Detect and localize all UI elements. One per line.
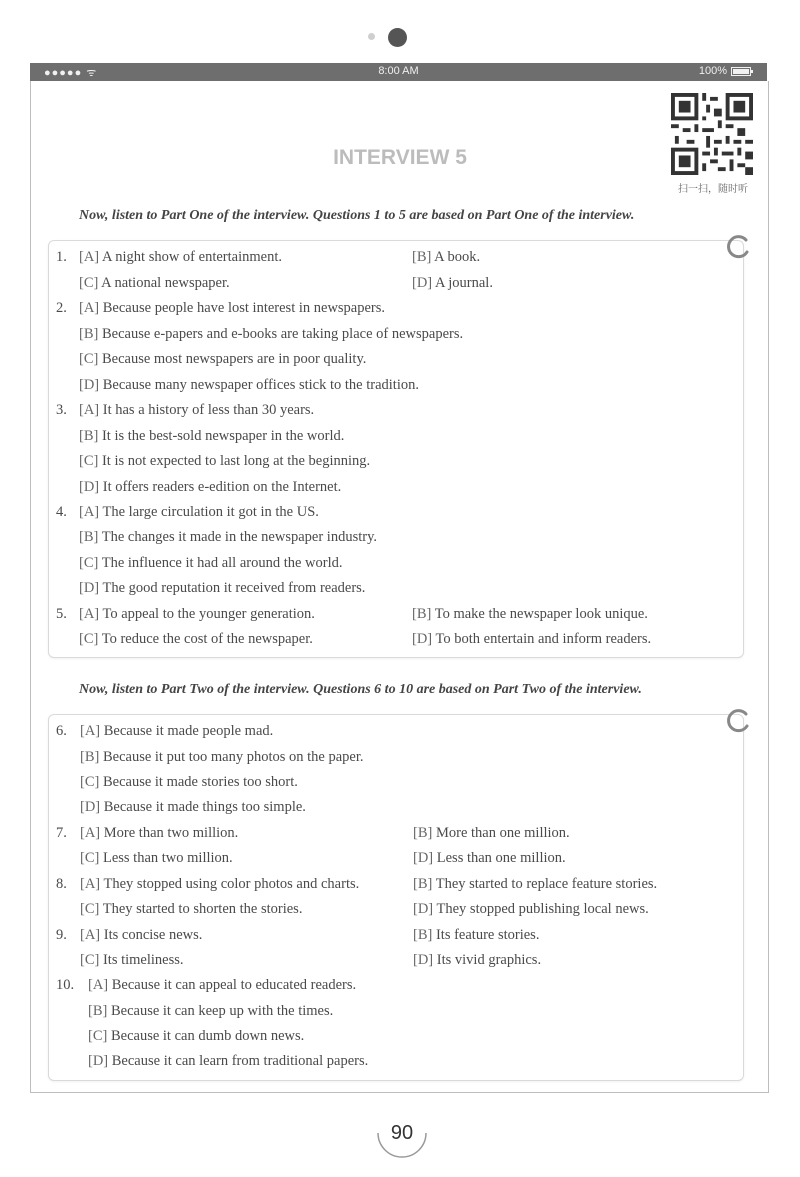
question-number: 6. [56, 723, 67, 739]
option-letter: [D] [79, 377, 100, 393]
option-letter: [C] [80, 952, 100, 968]
question-number: 10. [56, 977, 75, 993]
question-number: 3. [56, 402, 67, 418]
option-text: The large circulation it got in the US. [102, 504, 319, 520]
question-number: 1. [56, 249, 67, 265]
refresh-icon[interactable] [724, 706, 752, 734]
option-6b[interactable] [80, 749, 364, 766]
option-text: Its vivid graphics. [436, 952, 542, 968]
option-text: Its concise news. [103, 927, 203, 943]
option-text: Because people have lost interest in newspapers. [102, 300, 386, 316]
option-text: Because it put too many photos on the paper. [102, 749, 364, 765]
option-letter: [B] [412, 249, 432, 265]
option-text: They stopped using color photos and charts. [103, 876, 360, 892]
option-2c[interactable] [79, 351, 366, 368]
option-letter: [C] [79, 351, 99, 367]
question-number: 8. [56, 876, 67, 892]
option-text: Because it can learn from traditional papers. [111, 1053, 369, 1069]
option-letter: [D] [80, 799, 101, 815]
option-letter: [B] [88, 1003, 108, 1019]
option-text: To appeal to the younger generation. [102, 606, 315, 622]
option-letter: [D] [412, 275, 433, 291]
option-text: More than two million. [103, 825, 239, 841]
option-letter: [D] [79, 580, 100, 596]
battery-status [699, 65, 751, 77]
question-number: 9. [56, 927, 67, 943]
status-time: 8:00 AM [378, 65, 419, 77]
option-letter: [C] [80, 774, 100, 790]
option-letter: [C] [80, 901, 100, 917]
option-text: More than one million. [435, 825, 570, 841]
option-text: Its timeliness. [102, 952, 184, 968]
option-text: Less than one million. [436, 850, 566, 866]
option-letter: [C] [79, 631, 99, 647]
option-text: It has a history of less than 30 years. [102, 402, 315, 418]
option-text: The changes it made in the newspaper industry. [101, 529, 377, 545]
option-letter: [B] [79, 428, 99, 444]
part2-question-box [48, 714, 744, 1081]
option-5d[interactable] [412, 631, 651, 648]
option-letter: [A] [80, 825, 101, 841]
question-number: 7. [56, 825, 67, 841]
option-text: It offers readers e-edition on the Internet. [102, 479, 342, 495]
option-9a[interactable] [80, 927, 202, 944]
page-number: 90 [390, 1122, 414, 1144]
option-letter: [C] [79, 453, 99, 469]
option-letter: [B] [413, 876, 433, 892]
part2-instruction: Now, listen to Part Two of the interview. Questions 6 to 10 are based on Part Two of the interview. [79, 682, 642, 697]
option-text: To reduce the cost of the newspaper. [101, 631, 313, 647]
option-8a[interactable] [80, 876, 359, 893]
option-2a[interactable] [79, 300, 385, 317]
option-text: Because it can keep up with the times. [110, 1003, 334, 1019]
option-letter: [D] [413, 901, 434, 917]
signal-icon: ●●●●● ᯤ [44, 67, 98, 79]
option-3a[interactable] [79, 402, 314, 419]
option-6c[interactable] [80, 774, 298, 791]
option-2d[interactable] [79, 377, 419, 394]
option-7a[interactable] [80, 825, 238, 842]
option-5b[interactable] [412, 606, 648, 623]
option-10a[interactable] [88, 977, 356, 994]
option-letter: [C] [79, 275, 99, 291]
option-text: The good reputation it received from readers. [102, 580, 366, 596]
option-9d[interactable] [413, 952, 541, 969]
option-letter: [A] [80, 876, 101, 892]
option-letter: [A] [79, 606, 100, 622]
option-4a[interactable] [79, 504, 319, 521]
question-number: 5. [56, 606, 67, 622]
option-letter: [B] [413, 927, 433, 943]
question-number: 2. [56, 300, 67, 316]
option-text: To both entertain and inform readers. [435, 631, 652, 647]
option-3b[interactable] [79, 428, 344, 445]
option-text: Because it made things too simple. [103, 799, 306, 815]
option-10d[interactable] [88, 1053, 368, 1070]
option-letter: [B] [412, 606, 432, 622]
option-text: Because e-papers and e-books are taking place of newspapers. [101, 326, 464, 342]
option-3d[interactable] [79, 479, 341, 496]
status-bar [30, 63, 767, 81]
option-letter: [B] [79, 529, 99, 545]
option-text: Less than two million. [102, 850, 233, 866]
option-5c[interactable] [79, 631, 313, 648]
part1-instruction: Now, listen to Part One of the interview. Questions 1 to 5 are based on Part One of the interview. [79, 208, 635, 223]
option-letter: [A] [79, 249, 100, 265]
option-letter: [C] [79, 555, 99, 571]
page-title: INTERVIEW 5 [333, 146, 467, 169]
option-letter: [D] [412, 631, 433, 647]
option-text: They started to shorten the stories. [102, 901, 303, 917]
option-letter: [B] [80, 749, 100, 765]
option-7d[interactable] [413, 850, 566, 867]
option-text: To make the newspaper look unique. [434, 606, 648, 622]
refresh-icon[interactable] [724, 232, 752, 260]
option-letter: [A] [79, 504, 100, 520]
option-4d[interactable] [79, 580, 365, 597]
option-10b[interactable] [88, 1003, 333, 1020]
battery-percent: 100% [698, 65, 727, 77]
option-letter: [A] [79, 402, 100, 418]
option-letter: [A] [88, 977, 109, 993]
option-letter: [C] [88, 1028, 108, 1044]
option-3c[interactable] [79, 453, 370, 470]
option-text: Because it can appeal to educated readers. [111, 977, 357, 993]
option-text: A night show of entertainment. [101, 249, 282, 265]
option-9c[interactable] [80, 952, 184, 969]
option-text: The influence it had all around the world. [101, 555, 343, 571]
option-letter: [A] [80, 723, 101, 739]
option-6d[interactable] [80, 799, 306, 816]
option-8c[interactable] [80, 901, 302, 918]
option-text: Because many newspaper offices stick to the tradition. [102, 377, 419, 393]
battery-icon [731, 67, 751, 76]
option-letter: [D] [413, 850, 434, 866]
option-4b[interactable] [79, 529, 377, 546]
option-text: It is not expected to last long at the beginning. [101, 453, 371, 469]
option-text: Because it made people mad. [103, 723, 274, 739]
option-text: Its feature stories. [435, 927, 540, 943]
option-1d[interactable] [412, 275, 493, 292]
option-text: A book. [434, 249, 481, 265]
option-5a[interactable] [79, 606, 315, 623]
option-1b[interactable] [412, 249, 480, 266]
option-text: Because most newspapers are in poor quality. [101, 351, 367, 367]
option-1a[interactable] [79, 249, 282, 266]
option-8d[interactable] [413, 901, 649, 918]
option-9b[interactable] [413, 927, 539, 944]
option-6a[interactable] [80, 723, 273, 740]
option-2b[interactable] [79, 326, 463, 343]
option-letter: [C] [80, 850, 100, 866]
option-text: They stopped publishing local news. [436, 901, 649, 917]
option-letter: [A] [80, 927, 101, 943]
option-7b[interactable] [413, 825, 570, 842]
option-text: A journal. [434, 275, 493, 291]
option-letter: [D] [88, 1053, 109, 1069]
option-letter: [A] [79, 300, 100, 316]
pager-dot-active [388, 28, 407, 47]
qr-label: 扫一扫，随时听 [678, 184, 748, 195]
pager-dot [368, 33, 375, 40]
option-8b[interactable] [413, 876, 657, 893]
option-letter: [B] [79, 326, 99, 342]
option-4c[interactable] [79, 555, 343, 572]
question-number: 4. [56, 504, 67, 520]
option-1c[interactable] [79, 275, 230, 292]
option-letter: [D] [413, 952, 434, 968]
option-text: Because it can dumb down news. [110, 1028, 305, 1044]
option-text: They started to replace feature stories. [435, 876, 658, 892]
option-7c[interactable] [80, 850, 233, 867]
option-letter: [B] [413, 825, 433, 841]
option-10c[interactable] [88, 1028, 304, 1045]
option-text: A national newspaper. [101, 275, 230, 291]
option-text: It is the best-sold newspaper in the world. [101, 428, 345, 444]
option-letter: [D] [79, 479, 100, 495]
option-text: Because it made stories too short. [102, 774, 298, 790]
